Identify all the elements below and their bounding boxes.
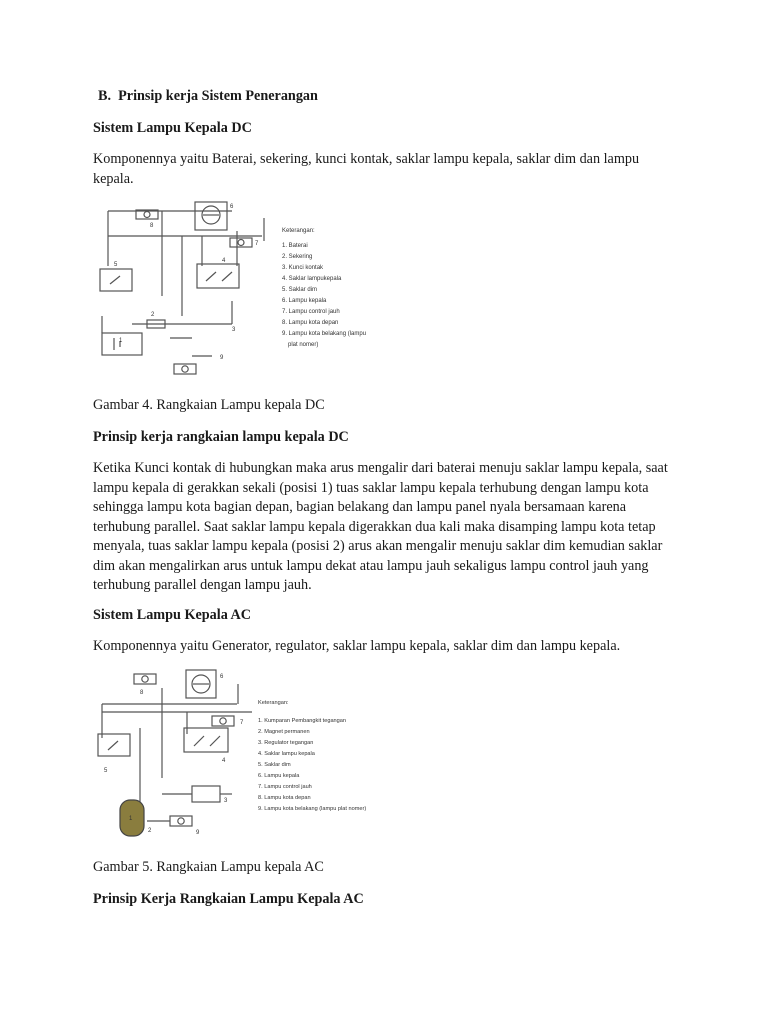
ac-intro-paragraph: Komponennya yaitu Generator, regulator, saklar lampu kepala, saklar dim dan lampu kepala. [93, 638, 621, 654]
ac-principle-heading: Prinsip Kerja Rangkaian Lampu Kepala AC [93, 891, 364, 907]
dc-diagram-svg [92, 196, 382, 386]
ac-label-6: 6 [220, 674, 224, 680]
dc-headlight-switch [197, 264, 239, 288]
ac-figure-caption: Gambar 5. Rangkaian Lampu kepala AC [93, 859, 324, 875]
ac-regulator [192, 786, 220, 802]
dc-label-7: 7 [255, 241, 259, 247]
dc-dim-switch [100, 269, 132, 291]
dc-label-5: 5 [114, 262, 118, 268]
dc-legend-item: plat nomer) [288, 342, 319, 348]
dc-legend-item: 3. Kunci kontak [282, 265, 324, 271]
dc-label-2: 2 [151, 312, 155, 318]
ac-legend-item: 4. Saklar lampu kepala [258, 751, 315, 757]
dc-legend-item: 8. Lampu kota depan [282, 320, 339, 326]
dc-label-8: 8 [150, 223, 154, 229]
ac-label-2: 2 [148, 828, 152, 834]
dc-label-6: 6 [230, 204, 234, 210]
ac-legend-item: 2. Magnet permanen [258, 729, 310, 735]
ac-label-7: 7 [240, 720, 244, 726]
dc-wiring-diagram [92, 196, 382, 386]
section-title: Prinsip kerja Sistem Penerangan [118, 88, 318, 104]
dc-legend-item: 5. Saklar dim [282, 287, 318, 293]
ac-legend-item: 5. Saklar dim [258, 762, 291, 768]
ac-legend-item: 6. Lampu kepala [258, 773, 300, 779]
ac-wiring-diagram [92, 668, 392, 844]
ac-diagram-svg [92, 668, 392, 844]
dc-principle-paragraph: Ketika Kunci kontak di hubungkan maka arus mengalir dari baterai menuju saklar lampu kepala, saat lampu kepala di gerakkan sekali (posisi 1) tuas saklar lampu kepala terhubung dengan lampu kota sehingga lampu kota bagian depan, bagian belakang dan lampu panel nyala bersamaan karena terhubung parallel. Saat saklar lampu kepala digerakkan dua kali maka disamping lampu kota tetap menyala, tuas saklar lampu kepala (posisi 2) arus akan mengalir menuju saklar dim kemudian saklar dim akan mengalirkan arus untuk lampu dekat atau lampu jauh sekaligus lampu control jauh yang terhubung parallel dengan lampu jauh. [93, 460, 668, 593]
ac-legend-item: 3. Regulator tegangan [258, 740, 314, 746]
ac-legend-item: 9. Lampu kota belakang (lampu plat nomer) [258, 806, 367, 812]
section-letter: B. [98, 88, 112, 104]
dc-intro-paragraph: Komponennya yaitu Baterai, sekering, kunci kontak, saklar lampu kepala, saklar dim dan lampu kepala. [93, 151, 640, 187]
dc-label-4: 4 [222, 258, 226, 264]
ac-legend-title: Keterangan: [258, 700, 289, 706]
ac-label-9: 9 [196, 830, 200, 836]
ac-label-4: 4 [222, 758, 226, 764]
dc-legend-item: 4. Saklar lampukepala [282, 276, 342, 282]
dc-legend-item: 9. Lampu kota belakang (lampu [282, 331, 367, 337]
dc-figure-caption: Gambar 4. Rangkaian Lampu kepala DC [93, 397, 325, 413]
ac-legend-item: 8. Lampu kota depan [258, 795, 311, 801]
dc-legend-item: 1. Baterai [282, 243, 308, 249]
ac-label-3: 3 [224, 798, 228, 804]
dc-legend-item: 7. Lampu control jauh [282, 309, 340, 315]
dc-heading: Sistem Lampu Kepala DC [93, 120, 252, 136]
ac-label-8: 8 [140, 690, 144, 696]
dc-legend-item: 6. Lampu kepala [282, 298, 327, 304]
dc-legend-title: Keterangan: [282, 228, 315, 234]
dc-label-3: 3 [232, 327, 236, 333]
dc-label-1: 1 [119, 338, 123, 344]
dc-principle-heading: Prinsip kerja rangkaian lampu kepala DC [93, 429, 349, 445]
dc-battery [102, 333, 142, 355]
ac-label-5: 5 [104, 768, 108, 774]
ac-label-1: 1 [129, 816, 133, 822]
ac-headlight-switch [184, 728, 228, 752]
ac-legend-item: 1. Kumparan Pembangkit tegangan [258, 718, 347, 724]
ac-legend-item: 7. Lampu control jauh [258, 784, 312, 790]
dc-label-9: 9 [220, 355, 224, 361]
dc-legend-item: 2. Sekering [282, 254, 313, 260]
ac-heading: Sistem Lampu Kepala AC [93, 607, 252, 623]
section-heading [98, 87, 688, 107]
